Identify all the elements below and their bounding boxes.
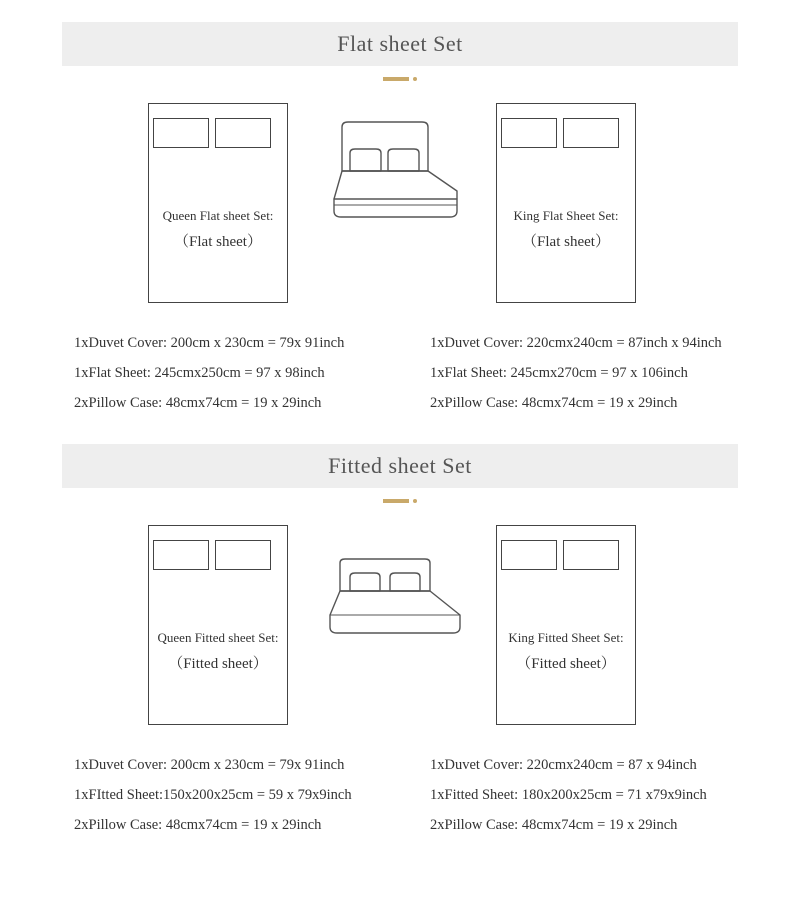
pillow-shape: [501, 118, 557, 148]
diagram-label-primary: King Flat Sheet Set:: [513, 208, 619, 223]
spec-line: 1xDuvet Cover: 220cmx240cm = 87 x 94inch: [430, 757, 697, 773]
diagram-label-secondary: （Flat sheet）: [522, 234, 610, 250]
diagram-label-primary: Queen Flat sheet Set:: [162, 208, 274, 223]
diagram-labels: [497, 628, 635, 676]
queen-fitted-sheet-diagram: [148, 525, 288, 725]
queen-specs-list: [74, 328, 344, 418]
queen-specs-list: [74, 750, 352, 840]
spec-line: 2xPillow Case: 48cmx74cm = 19 x 29inch: [74, 395, 322, 411]
section-title: Fitted sheet Set: [328, 453, 472, 478]
divider-bar: [383, 77, 409, 81]
king-flat-sheet-diagram: [496, 103, 636, 303]
spec-line: 1xDuvet Cover: 200cm x 230cm = 79x 91inch: [74, 757, 345, 773]
diagram-labels: [149, 628, 287, 676]
king-fitted-sheet-diagram: [496, 525, 636, 725]
specs-row: [0, 750, 800, 860]
pillow-shape: [153, 118, 209, 148]
spec-line: 1xFItted Sheet:150x200x25cm = 59 x 79x9inch: [74, 787, 352, 803]
spec-line: 2xPillow Case: 48cmx74cm = 19 x 29inch: [74, 817, 322, 833]
pillow-shape: [563, 540, 619, 570]
diagram-labels: [149, 206, 287, 254]
diagram-label-secondary: （Fitted sheet）: [516, 656, 616, 672]
spec-line: 2xPillow Case: 48cmx74cm = 19 x 29inch: [430, 817, 678, 833]
divider-dot: [413, 499, 417, 503]
section-banner: [62, 444, 738, 488]
spec-line: 1xFitted Sheet: 180x200x25cm = 71 x79x9inch: [430, 787, 707, 803]
bed-illustration: [310, 113, 480, 233]
diagram-label-secondary: （Flat sheet）: [174, 234, 262, 250]
specs-row: [0, 328, 800, 438]
section-fitted-sheet-set: [0, 444, 800, 860]
pillow-shape: [153, 540, 209, 570]
queen-flat-sheet-diagram: [148, 103, 288, 303]
section-title: Flat sheet Set: [337, 31, 463, 56]
spec-line: 1xDuvet Cover: 220cmx240cm = 87inch x 94inch: [430, 335, 722, 351]
diagram-label-secondary: （Fitted sheet）: [168, 656, 268, 672]
bed-icon: [310, 113, 480, 233]
diagram-label-primary: King Fitted Sheet Set:: [508, 630, 624, 645]
bed-illustration: [310, 535, 480, 655]
divider-ornament: [380, 76, 420, 81]
spec-line: 1xFlat Sheet: 245cmx250cm = 97 x 98inch: [74, 365, 325, 381]
diagram-labels: [497, 206, 635, 254]
diagram-label-primary: Queen Fitted sheet Set:: [157, 630, 279, 645]
pillow-shape: [215, 540, 271, 570]
section-banner: [62, 22, 738, 66]
illustration-row: [0, 95, 800, 320]
spec-line: 1xDuvet Cover: 200cm x 230cm = 79x 91inch: [74, 335, 345, 351]
bed-icon: [310, 535, 480, 655]
pillow-shape: [215, 118, 271, 148]
king-specs-list: [430, 328, 722, 418]
divider-dot: [413, 77, 417, 81]
section-flat-sheet-set: [0, 22, 800, 438]
spec-line: 2xPillow Case: 48cmx74cm = 19 x 29inch: [430, 395, 678, 411]
divider-bar: [383, 499, 409, 503]
divider-ornament: [380, 498, 420, 503]
pillow-shape: [501, 540, 557, 570]
king-specs-list: [430, 750, 707, 840]
illustration-row: [0, 517, 800, 742]
spec-line: 1xFlat Sheet: 245cmx270cm = 97 x 106inch: [430, 365, 688, 381]
pillow-shape: [563, 118, 619, 148]
